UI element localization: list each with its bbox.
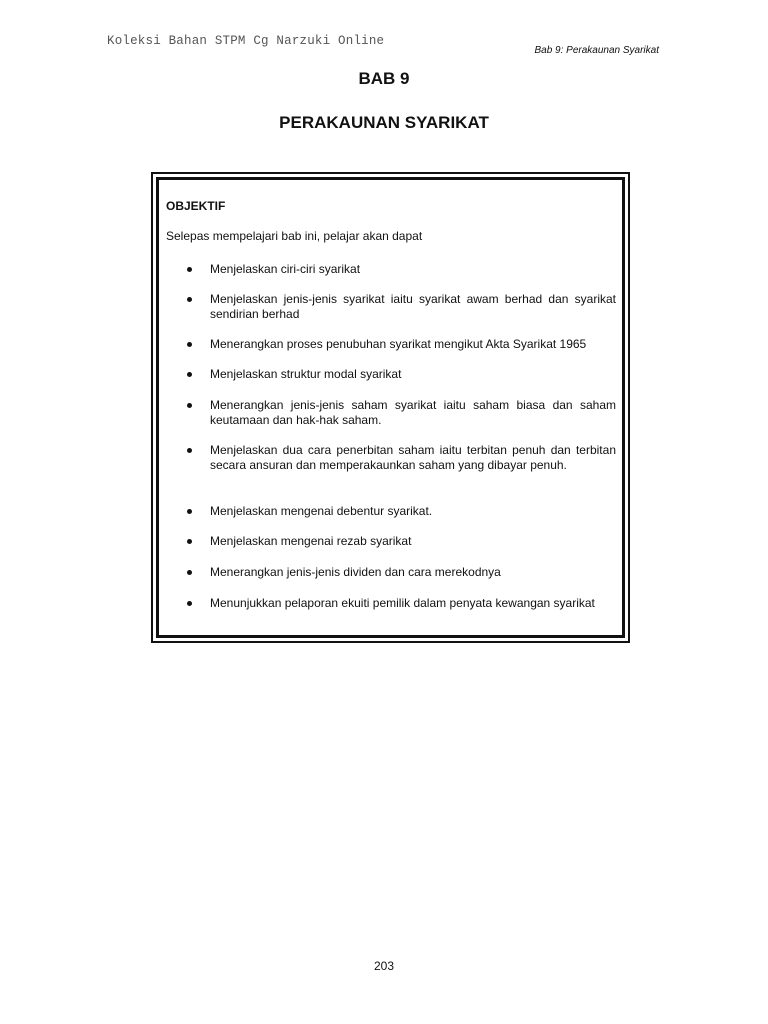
objective-item: [186, 262, 616, 277]
objective-text: Menjelaskan dua cara penerbitan saham iaitu terbitan penuh dan terbitan secara ansuran dan memperakaunkan saham yang dibayar penuh.: [210, 443, 616, 472]
page-number: 203: [373, 959, 395, 973]
chapter-title: PERAKAUNAN SYARIKAT: [279, 113, 489, 132]
objective-text: Menjelaskan struktur modal syarikat: [210, 367, 402, 381]
objectives-heading: OBJEKTIF: [166, 199, 226, 213]
objective-item: [186, 292, 616, 322]
objective-item: [186, 504, 616, 519]
objective-text: Menjelaskan mengenai rezab syarikat: [210, 534, 412, 548]
objective-text: Menerangkan jenis-jenis dividen dan cara merekodnya: [210, 565, 501, 579]
objective-text: Menjelaskan ciri-ciri syarikat: [210, 262, 361, 276]
objective-item: [186, 596, 616, 611]
objectives-intro: Selepas mempelajari bab ini, pelajar akan dapat: [166, 229, 423, 243]
collection-watermark: Koleksi Bahan STPM Cg Narzuki Online: [107, 34, 385, 48]
objective-text: Menerangkan jenis-jenis saham syarikat iaitu saham biasa dan saham keutamaan dan hak-hak saham.: [210, 398, 616, 427]
objective-item: [186, 337, 616, 352]
objective-text: Menunjukkan pelaporan ekuiti pemilik dalam penyata kewangan syarikat: [210, 596, 595, 610]
chapter-label: BAB 9: [358, 69, 410, 88]
objective-item: [186, 565, 616, 580]
objective-item: [186, 443, 616, 473]
running-head: Bab 9: Perakaunan Syarikat: [534, 45, 659, 56]
objective-item: [186, 534, 616, 549]
objective-text: Menerangkan proses penubuhan syarikat mengikut Akta Syarikat 1965: [210, 337, 587, 351]
objective-item: [186, 398, 616, 428]
objective-text: Menjelaskan mengenai debentur syarikat.: [210, 504, 433, 518]
objective-item: [186, 367, 616, 382]
objective-text: Menjelaskan jenis-jenis syarikat iaitu syarikat awam berhad dan syarikat sendirian berhad: [210, 292, 616, 321]
